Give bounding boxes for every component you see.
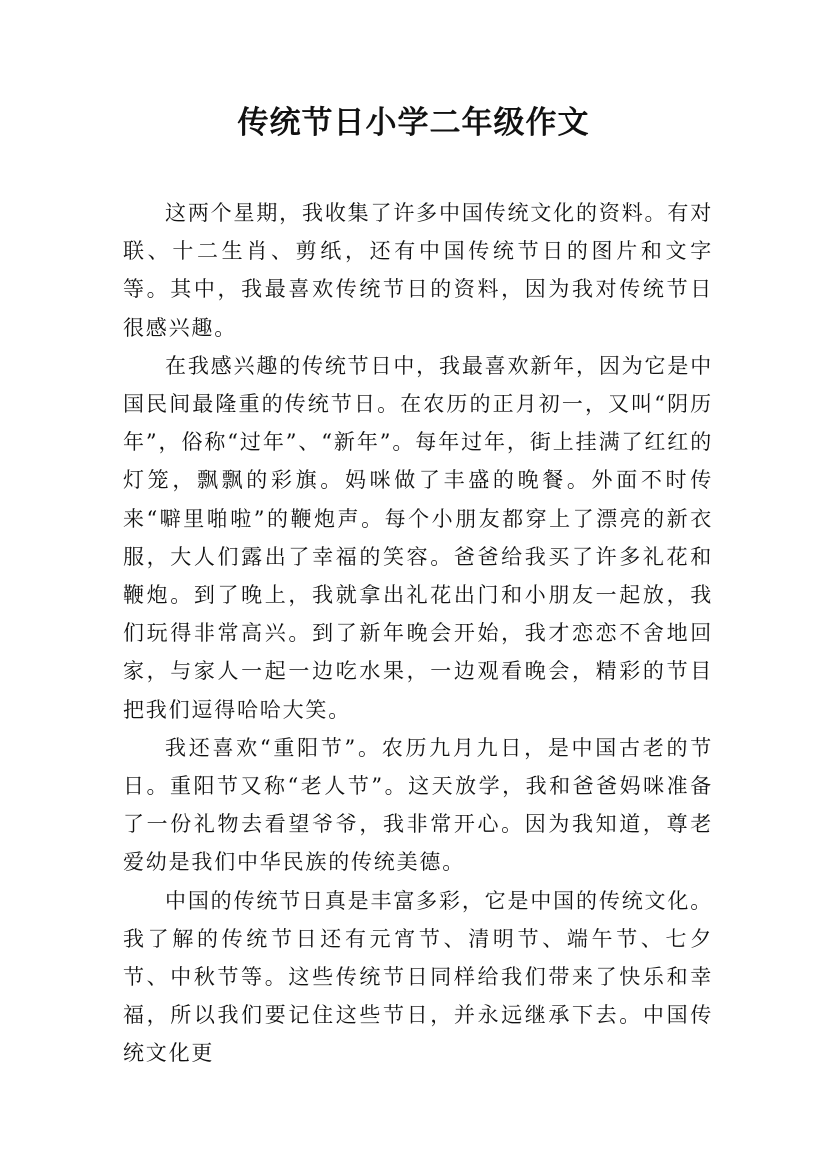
paragraph-1: 这两个星期，我收集了许多中国传统文化的资料。有对联、十二生肖、剪纸，还有中国传统节日的图片和文字等。其中，我最喜欢传统节日的资料，因为我对传统节日很感兴趣。 — [123, 201, 713, 340]
paragraph-4: 中国的传统节日真是丰富多彩，它是中国的传统文化。我了解的传统节日还有元宵节、清明节、端午节、七夕节、中秋节等。这些传统节日同样给我们带来了快乐和幸福，所以我们要记住这些节日，并永远继承下去。中国传统文化更 — [123, 888, 713, 1066]
document-title: 传统节日小学二年级作文 — [237, 105, 590, 141]
essay-body — [123, 194, 713, 1073]
paragraph-3: 我还喜欢“重阳节”。农历九月九日，是中国古老的节日。重阳节又称“老人节”。这天放学，我和爸爸妈咪准备了一份礼物去看望爷爷，我非常开心。因为我知道，尊老爱幼是我们中华民族的传统美德。 — [123, 735, 713, 875]
paragraph-2: 在我感兴趣的传统节日中，我最喜欢新年，因为它是中国民间最隆重的传统节日。在农历的正月初一，又叫“阴历年”，俗称“过年”、“新年”。每年过年，街上挂满了红红的灯笼，飘飘的彩旗。妈咪做了丰盛的晚餐。外面不时传来“噼里啪啦”的鞭炮声。每个小朋友都穿上了漂亮的新衣服，大人们露出了幸福的笑容。爸爸给我买了许多礼花和鞭炮。到了晚上，我就拿出礼花出门和小朋友一起放，我们玩得非常高兴。到了新年晚会开始，我才恋恋不舍地回家，与家人一起一边吃水果，一边观看晚会，精彩的节目把我们逗得哈哈大笑。 — [123, 353, 713, 722]
